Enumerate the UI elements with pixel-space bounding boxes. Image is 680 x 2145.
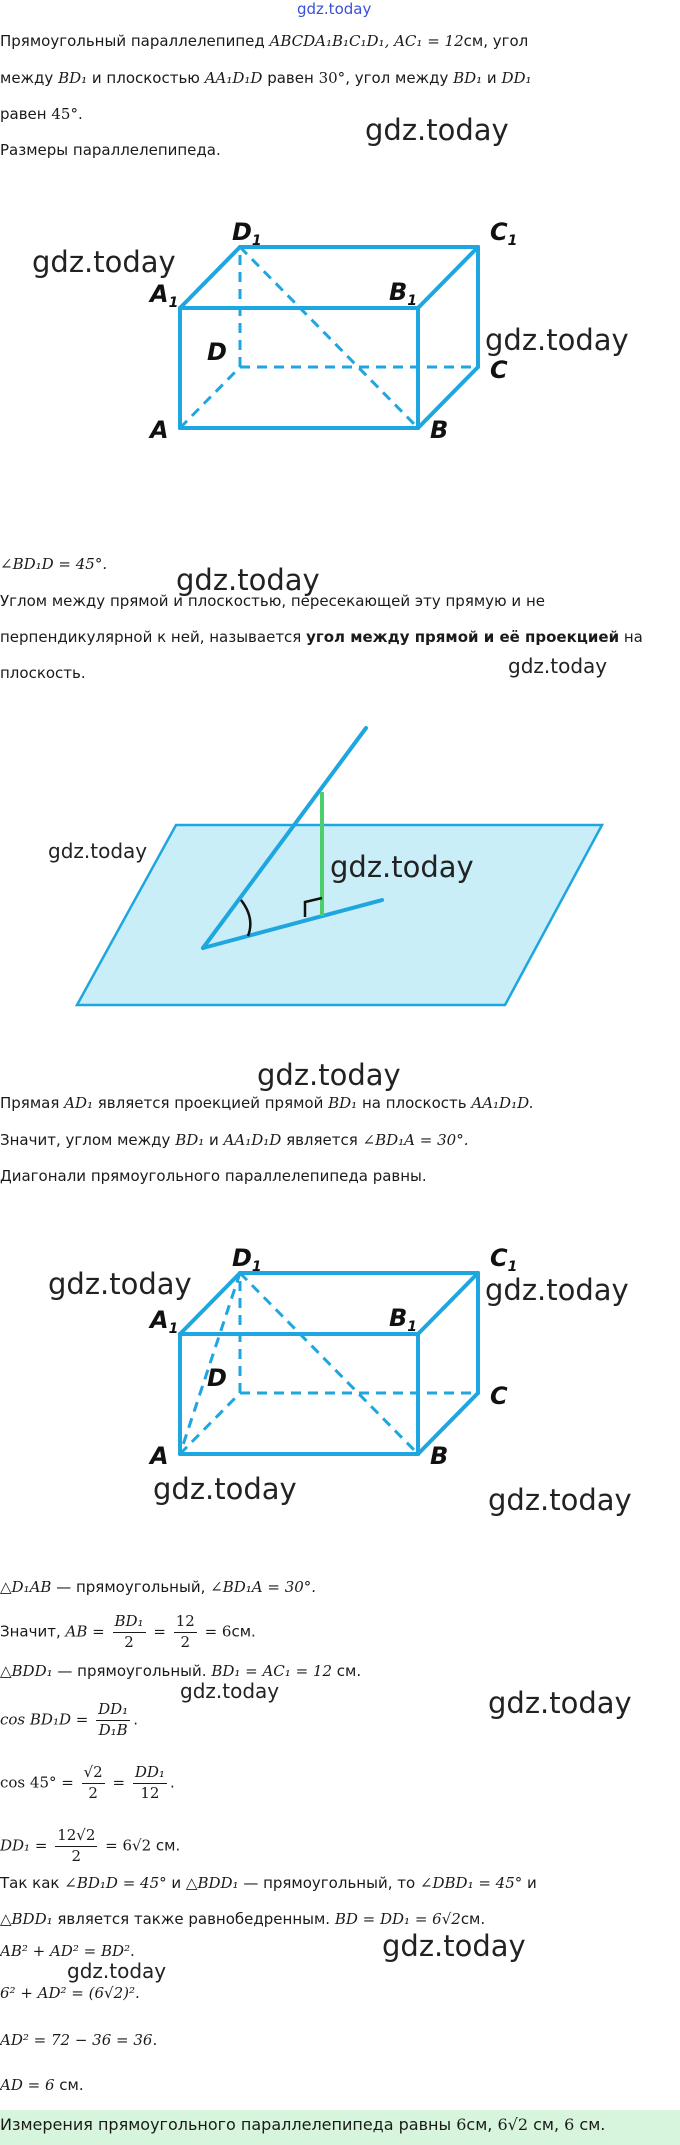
- solution-text: Так как: [0, 1874, 65, 1892]
- vertex-label-a: A: [150, 416, 169, 444]
- solution-text: см.: [332, 1662, 362, 1680]
- vertex-label-d1: $D_1$: [232, 1244, 262, 1275]
- fraction-numerator: DD₁: [133, 1763, 167, 1784]
- intro-text: между: [0, 69, 59, 87]
- answer-math: 6: [564, 2115, 575, 2134]
- intro-math: BD₁: [453, 69, 483, 87]
- projection-line-1: [0, 1092, 533, 1115]
- intro-math: AA₁D₁D: [204, 69, 263, 87]
- watermark: gdz.today: [67, 1959, 167, 1983]
- solution-text: см.: [54, 2076, 84, 2094]
- vertex-label-c: C: [490, 1382, 508, 1410]
- watermark: gdz.today: [382, 1929, 526, 1963]
- step2-math: AA₁D₁D: [223, 1131, 282, 1149]
- fraction-denominator: D₁B: [98, 1720, 128, 1739]
- vertex-label-d1: $D_1$: [232, 218, 262, 249]
- edge-b1-c1: [418, 1273, 478, 1334]
- solution-text: является также равнобедренным.: [52, 1910, 335, 1928]
- fraction-bd1-2: [113, 1612, 146, 1652]
- watermark: gdz.today: [485, 323, 629, 357]
- step2-text: на плоскость: [357, 1094, 472, 1112]
- intro-text: и плоскостью: [87, 69, 205, 87]
- solution-text: — прямоугольный,: [51, 1578, 211, 1596]
- intro-line-4: Размеры параллелепипеда.: [0, 141, 221, 159]
- watermark: gdz.today: [488, 1686, 632, 1720]
- intro-text: см, угол: [463, 32, 529, 50]
- solution-text: см.: [151, 1836, 181, 1855]
- solution-text: .: [169, 1773, 175, 1792]
- solution-math: =: [112, 1773, 126, 1792]
- solution-math: AD = 6: [0, 2076, 55, 2094]
- watermark: gdz.today: [32, 245, 176, 279]
- solution-math: ∠DBD₁ = 45°: [419, 1874, 523, 1892]
- vertex-label-c: C: [490, 356, 508, 384]
- solution-math: cos BD₁D =: [0, 1710, 89, 1729]
- watermark: gdz.today: [48, 839, 148, 863]
- intro-math: 30°: [318, 69, 346, 87]
- watermark: gdz.today: [180, 1679, 280, 1703]
- fraction-dd1-d1b: [96, 1700, 130, 1740]
- watermark: gdz.today: [153, 1472, 297, 1506]
- answer-text: см,: [528, 2115, 565, 2134]
- edge-a1-d1: [180, 247, 240, 308]
- solution-math: ∠BD₁D = 45°: [64, 1874, 167, 1892]
- fraction-numerator: DD₁: [96, 1700, 130, 1721]
- fraction-denominator: 2: [124, 1632, 134, 1651]
- definition-line-3: плоскость.: [0, 664, 86, 682]
- solution-line-9: AB² + AD² = BD².: [0, 1942, 135, 1960]
- answer-math: 6: [456, 2115, 467, 2134]
- fraction-denominator: 2: [88, 1783, 98, 1802]
- intro-text: и: [482, 69, 502, 87]
- intro-text: равен: [0, 105, 52, 123]
- projection-line-2: [0, 1129, 468, 1152]
- answer-line: [0, 2113, 605, 2138]
- fraction-12sqrt2-2: [55, 1826, 97, 1866]
- watermark: gdz.today: [176, 563, 320, 597]
- intro-math: BD₁: [58, 69, 88, 87]
- step2-math: AA₁D₁D.: [471, 1094, 534, 1112]
- definition-text: перпендикулярной к ней, называется: [0, 628, 307, 646]
- answer-text: см,: [466, 2115, 498, 2134]
- solution-math: =: [153, 1622, 166, 1641]
- watermark: gdz.today: [488, 1483, 632, 1517]
- answer-text: Измерения прямоугольного параллелепипеда равны: [0, 2115, 457, 2134]
- intro-math: DD₁: [501, 69, 532, 87]
- solution-text: см.: [460, 1910, 486, 1928]
- vertex-label-b1: $B_1$: [389, 278, 418, 309]
- intro-math: 45°: [51, 105, 78, 123]
- intro-math: ABCDA₁B₁C₁D₁, AC₁ = 12: [269, 32, 464, 50]
- solution-math: △BDD₁: [0, 1910, 53, 1928]
- vertex-label-c1: $C_1$: [490, 218, 518, 249]
- vertex-label-c1: $C_1$: [490, 1244, 518, 1275]
- solution-text: Значит,: [0, 1622, 66, 1641]
- intro-text: равен: [262, 69, 319, 87]
- watermark: gdz.today: [365, 113, 509, 147]
- solution-math: △D₁AB: [0, 1578, 52, 1596]
- solution-text: и: [166, 1874, 186, 1892]
- vertex-label-b1: $B_1$: [389, 1304, 418, 1335]
- fraction-numerator: BD₁: [113, 1612, 146, 1633]
- solution-text: — прямоугольный, то: [238, 1874, 420, 1892]
- vertex-label-d: D: [207, 1364, 227, 1392]
- vertex-label-a1: $A_1$: [150, 1306, 179, 1337]
- angle-bd1d: ∠BD₁D = 45°.: [0, 555, 108, 573]
- fraction-denominator: 2: [71, 1846, 82, 1865]
- intro-text: Прямоугольный параллелепипед: [0, 32, 270, 50]
- solution-math: cos 45° =: [0, 1773, 74, 1792]
- solution-text: — прямоугольный.: [52, 1662, 212, 1680]
- solution-line-11: AD² = 72 − 36 = 36.: [0, 2031, 158, 2049]
- watermark: gdz.today: [257, 1058, 401, 1092]
- definition-line-2: [0, 626, 643, 649]
- solution-line-6: [0, 1826, 180, 1866]
- answer-math: 6√2: [497, 2115, 528, 2134]
- watermark: gdz.today: [330, 850, 474, 884]
- watermark: gdz.today: [508, 654, 608, 678]
- solution-math: AB =: [65, 1622, 105, 1641]
- diagonal-bd1: [240, 247, 418, 428]
- solution-math: △BDD₁: [185, 1874, 239, 1892]
- fraction-numerator: √2: [82, 1763, 105, 1784]
- solution-text: см.: [231, 1622, 256, 1641]
- edge-b1-c1: [418, 247, 478, 308]
- solution-text: и: [522, 1874, 537, 1892]
- top-watermark: gdz.today: [297, 0, 372, 18]
- solution-line-1: [0, 1576, 316, 1599]
- step2-text: является проекцией прямой: [93, 1094, 329, 1112]
- watermark: gdz.today: [485, 1273, 629, 1307]
- definition-term: угол между прямой и её проекцией: [306, 628, 620, 646]
- solution-line-5: [0, 1763, 175, 1803]
- step2-text: Прямая: [0, 1094, 65, 1112]
- fraction-numerator: 12: [174, 1612, 197, 1633]
- projection-line-3: Диагонали прямоугольного параллелепипеда равны.: [0, 1167, 427, 1185]
- answer-text: см.: [574, 2115, 606, 2134]
- fraction-denominator: 12: [140, 1783, 160, 1802]
- vertex-label-b: B: [430, 1442, 449, 1470]
- step2-text: является: [281, 1131, 363, 1149]
- step2-text: Значит, углом между: [0, 1131, 176, 1149]
- solution-math: △BDD₁: [0, 1662, 53, 1680]
- solution-line-4: [0, 1700, 138, 1740]
- solution-math: BD = DD₁ = 6√2: [334, 1910, 461, 1928]
- intro-line-1: [0, 30, 528, 53]
- vertex-label-a1: $A_1$: [150, 280, 179, 311]
- definition-line-1: Углом между прямой и плоскостью, пересекающей эту прямую и не: [0, 592, 545, 610]
- solution-line-7: [0, 1872, 537, 1895]
- fraction-dd1-12: [133, 1763, 167, 1803]
- solution-math: ∠BD₁A = 30°.: [210, 1578, 317, 1596]
- hidden-edge-a-d: [180, 367, 240, 428]
- solution-text: .: [133, 1710, 138, 1729]
- intro-line-3: [0, 103, 83, 126]
- intro-text: , угол между: [345, 69, 454, 87]
- step2-text: и: [204, 1131, 224, 1149]
- fraction-numerator: 12√2: [55, 1826, 97, 1847]
- vertex-label-a: A: [150, 1442, 169, 1470]
- vertex-label-d: D: [207, 338, 227, 366]
- solution-line-2: [0, 1612, 256, 1652]
- solution-line-10: 6² + AD² = (6√2)².: [0, 1984, 140, 2002]
- definition-text: на: [619, 628, 643, 646]
- vertex-label-b: B: [430, 416, 449, 444]
- solution-math: = 6: [204, 1622, 232, 1641]
- step2-math: BD₁: [175, 1131, 205, 1149]
- fraction-12-2: [174, 1612, 197, 1652]
- intro-line-2: [0, 67, 532, 90]
- diagonal-bd1: [240, 1273, 418, 1454]
- fraction-sqrt2-2: [82, 1763, 105, 1803]
- step2-math: AD₁: [64, 1094, 93, 1112]
- step2-math: BD₁: [328, 1094, 358, 1112]
- solution-math: DD₁ =: [0, 1836, 48, 1855]
- solution-line-12: [0, 2074, 84, 2097]
- fraction-denominator: 2: [180, 1632, 191, 1651]
- solution-math: BD₁ = AC₁ = 12: [211, 1662, 332, 1680]
- watermark: gdz.today: [48, 1267, 192, 1301]
- solution-math: = 6√2: [105, 1836, 152, 1855]
- step2-math: ∠BD₁A = 30°.: [362, 1131, 469, 1149]
- intro-text: .: [77, 105, 83, 123]
